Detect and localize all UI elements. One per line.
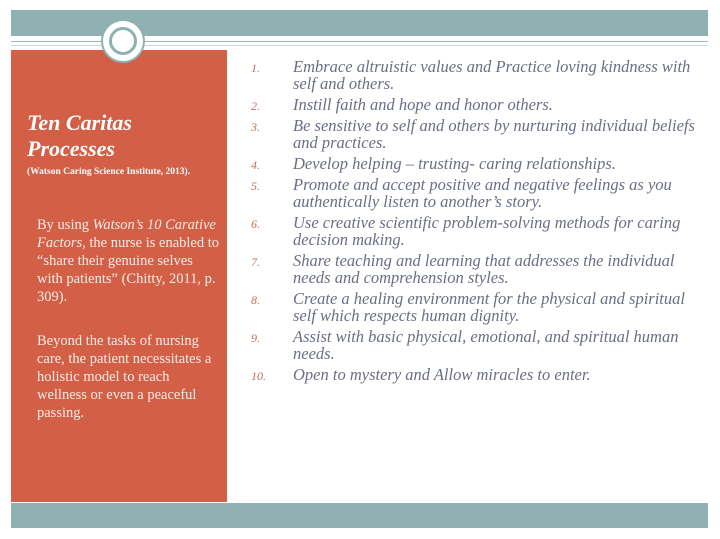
list-number: 5. (251, 179, 260, 193)
decorative-ring-inner (109, 27, 137, 55)
list-text: Develop helping – trusting- caring relationships. (293, 154, 616, 173)
list-text: Promote and accept positive and negative feelings as you authentically listen to another’s story. (293, 175, 672, 211)
list-number: 3. (251, 120, 260, 134)
list-item (247, 290, 697, 324)
sidebar-paragraph-2: Beyond the tasks of nursing care, the patient necessitates a holistic model to reach wellness or even a peaceful passing. (37, 333, 212, 421)
list-number: 7. (251, 255, 260, 269)
list-number: 8. (251, 293, 260, 307)
list-text: Share teaching and learning that addresses the individual needs and comprehension styles. (293, 251, 675, 287)
sidebar (11, 50, 227, 502)
list-item (247, 58, 697, 92)
list-text: Use creative scientific problem-solving methods for caring decision making. (293, 213, 681, 249)
list-item (247, 96, 697, 113)
list-text: Assist with basic physical, emotional, and spiritual human needs. (293, 327, 679, 363)
list-item (247, 117, 697, 151)
list-text: Create a healing environment for the physical and spiritual self which respects human dignity. (293, 289, 685, 325)
list-text: Embrace altruistic values and Practice loving kindness with self and others. (293, 57, 691, 93)
list-item (247, 252, 697, 286)
bottom-band (11, 503, 708, 528)
list-number: 6. (251, 217, 260, 231)
caritas-list (247, 58, 697, 387)
list-number: 10. (251, 369, 266, 383)
slide (11, 10, 708, 528)
list-number: 1. (251, 61, 260, 75)
list-text: Open to mystery and Allow miracles to enter. (293, 365, 591, 384)
list-text: Be sensitive to self and others by nurturing individual beliefs and practices. (293, 116, 695, 152)
list-item (247, 176, 697, 210)
sidebar-citation: (Watson Caring Science Institute, 2013). (27, 167, 191, 177)
decorative-ring-icon (101, 19, 145, 63)
list-number: 2. (251, 99, 260, 113)
list-item (247, 214, 697, 248)
list-item (247, 366, 697, 383)
para1-suffix: , the nurse is enabled to “share their genuine selves with patients” (Chitty, 2011, p. 309). (37, 235, 220, 305)
list-item (247, 155, 697, 172)
sidebar-title: Ten Caritas Processes (27, 110, 132, 161)
para1-prefix: By using (37, 217, 93, 233)
list-item (247, 328, 697, 362)
list-number: 4. (251, 158, 260, 172)
list-text: Instill faith and hope and honor others. (293, 95, 553, 114)
list-number: 9. (251, 331, 260, 345)
para1-italic: Watson’s 10 Carative Factors (37, 217, 216, 251)
sidebar-paragraph-1 (37, 216, 221, 306)
